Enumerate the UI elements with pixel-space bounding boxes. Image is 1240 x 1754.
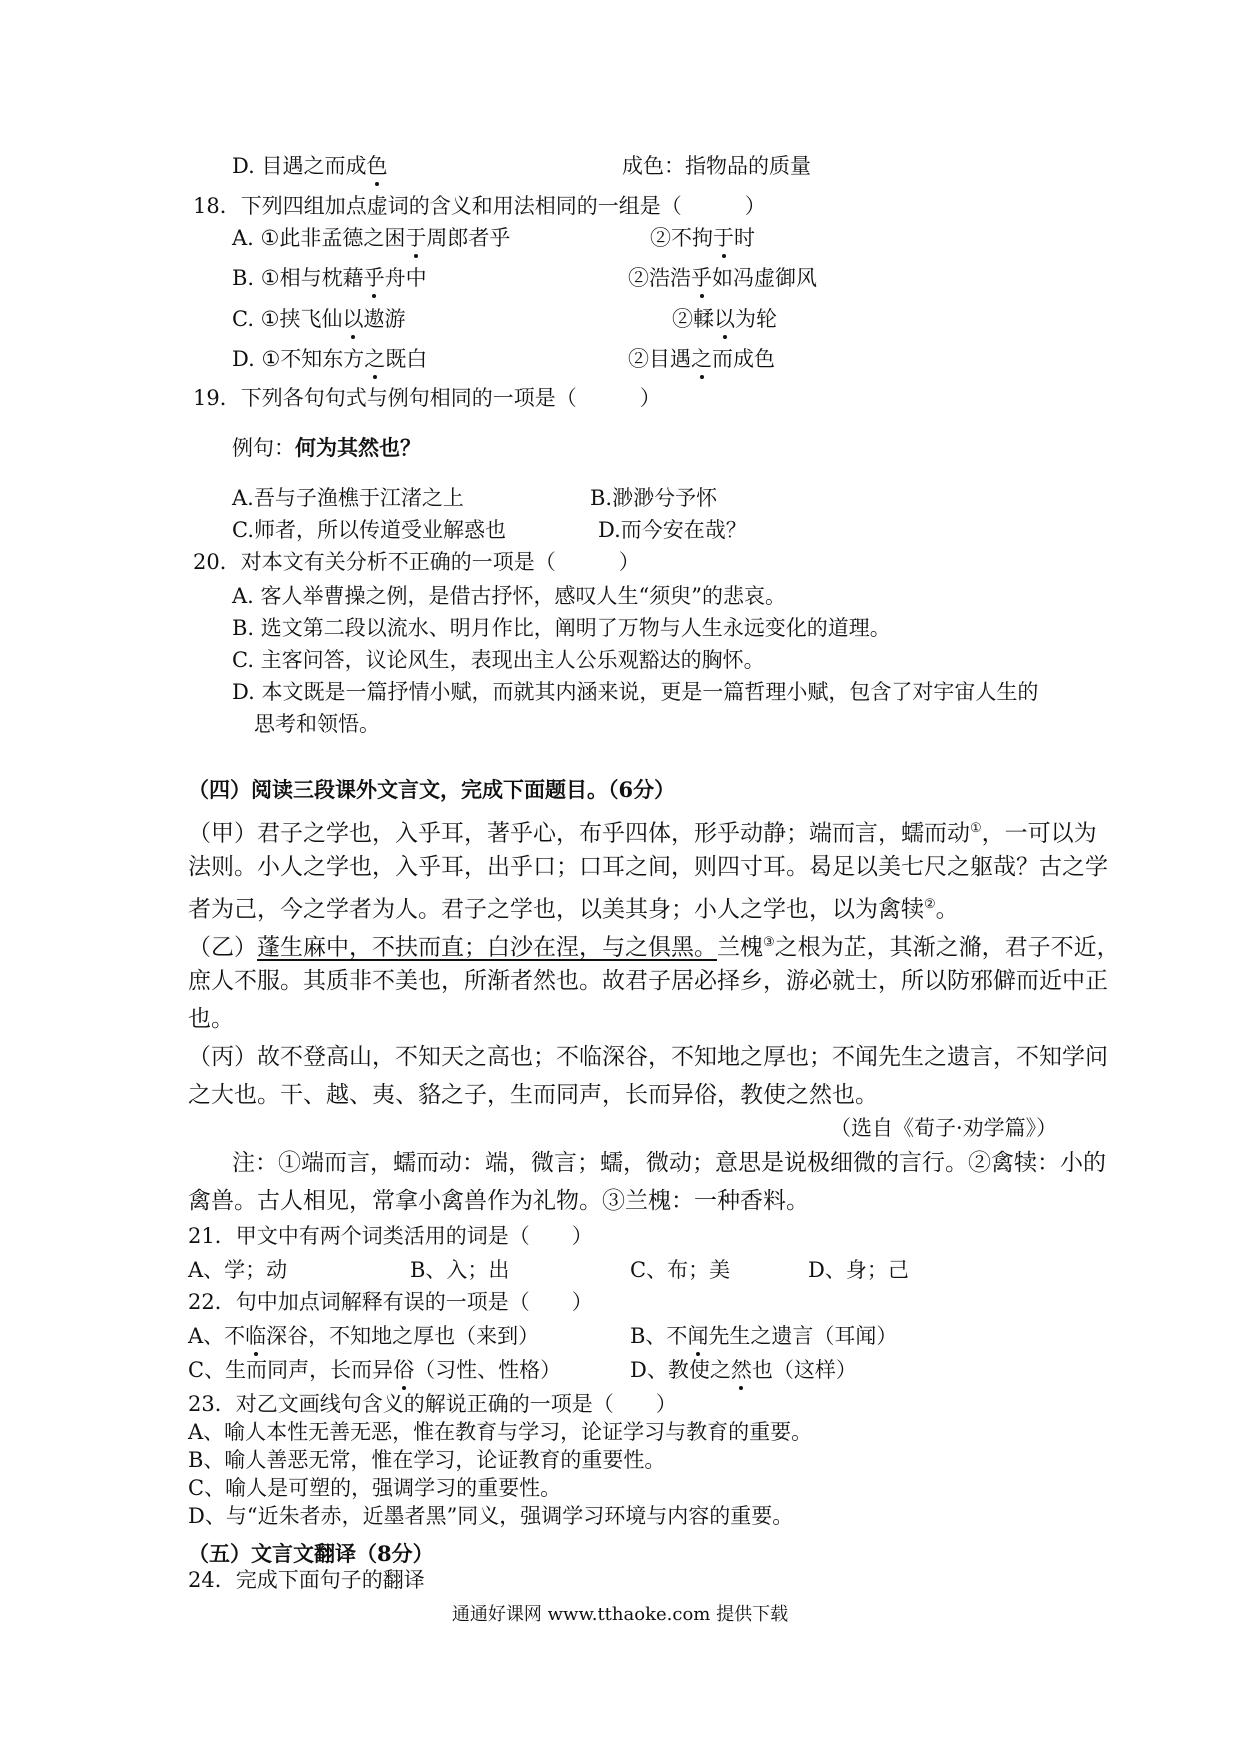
q20-stem: 20．对本文有关分析不正确的一项是（ ） — [193, 550, 640, 574]
q18-option-b-s2: ②浩浩乎如冯虚御风 — [628, 266, 817, 290]
q20-option-a: A. 客人举曹操之例，是借古抒怀，感叹人生“须臾”的悲哀。 — [232, 584, 786, 608]
q22-option-a: A、不临深谷，不知地之厚也（来到） — [188, 1324, 540, 1348]
q18-option-d-s2: ②目遇之而成色 — [628, 347, 775, 371]
q19-option-d: D.而今安在哉？ — [598, 518, 747, 542]
q22-stem: 22．句中加点词解释有误的一项是（ ） — [188, 1290, 593, 1314]
q17-option-d-gloss: 成色：指物品的质量 — [622, 154, 811, 178]
q22-option-c: C、生而同声，长而异俗（习性、性格） — [188, 1358, 562, 1382]
q22-option-d: D、教使之然也（这样） — [630, 1358, 857, 1382]
passage-bing-line2: 之大也。干、越、夷、貉之子，生而同声，长而异俗，教使之然也。 — [188, 1082, 878, 1108]
section-5-heading: （五）文言文翻译（8分） — [188, 1541, 434, 1566]
q18-option-a-s1: A. ①此非孟德之困于周郎者乎 — [232, 226, 511, 250]
q23-option-b: B、喻人善恶无常，惟在学习，论证教育的重要性。 — [188, 1448, 666, 1472]
q18-option-a-s2: ②不拘于时 — [650, 226, 755, 250]
q23-option-a: A、喻人本性无善无恶，惟在教育与学习，论证学习与教育的重要。 — [188, 1420, 813, 1444]
passage-jia-line1: （甲）君子之学也，入乎耳，著乎心，布乎四体，形乎动静；端而言，蠕而动①，一可以为 — [188, 820, 1097, 847]
passage-source: （选自《荀子·劝学篇》） — [830, 1116, 1058, 1140]
q24-stem: 24．完成下面句子的翻译 — [188, 1568, 425, 1592]
q23-stem: 23．对乙文画线句含义的解说正确的一项是（ ） — [188, 1392, 677, 1416]
passage-yi-line2: 庶人不服。其质非不美也，所渐者然也。故君子居必择乡，游必就士，所以防邪僻而近中正 — [188, 968, 1108, 994]
q20-option-c: C. 主客问答，议论风生，表现出主人公乐观豁达的胸怀。 — [232, 648, 765, 672]
q18-option-d-s1: D. ①不知东方之既白 — [232, 347, 428, 371]
page-footer: 通通好课网 www.tthaoke.com 提供下载 — [451, 1604, 789, 1625]
q20-option-d-cont: 思考和领悟。 — [254, 712, 380, 736]
q21-stem: 21．甲文中有两个词类活用的词是（ ） — [188, 1224, 593, 1248]
q21-option-a: A、学；动 — [188, 1258, 288, 1282]
underlined-sentence: 蓬生麻中，不扶而直；白沙在涅，与之俱黑。 — [257, 934, 717, 961]
q18-stem: 18．下列四组加点虚词的含义和用法相同的一组是（ ） — [193, 194, 766, 218]
q23-option-d: D、与“近朱者赤，近墨者黑”同义，强调学习环境与内容的重要。 — [188, 1504, 794, 1528]
q18-option-c-s2: ②輮以为轮 — [672, 307, 777, 331]
section-4-heading: （四）阅读三段课外文言文，完成下面题目。（6分） — [188, 777, 676, 802]
q19-option-c: C.师者，所以传道受业解惑也 — [232, 518, 506, 542]
notes-line2: 禽兽。古人相见，常拿小禽兽作为礼物。③兰槐：一种香料。 — [188, 1188, 809, 1214]
q19-option-a: A.吾与子渔樵于江渚之上 — [232, 486, 464, 510]
q21-option-c: C、布；美 — [630, 1258, 731, 1282]
q19-example: 例句：何为其然也？ — [232, 435, 421, 460]
notes-line1: 注：①端而言，蠕而动：端，微言；蠕，微动；意思是说极细微的言行。②禽犊：小的 — [232, 1150, 1106, 1176]
passage-yi-line1: （乙）蓬生麻中，不扶而直；白沙在涅，与之俱黑。兰槐③之根为芷，其渐之滫，君子不近， — [188, 934, 1120, 961]
passage-jia-line3: 者为己，今之学者为人。君子之学也，以美其身；小人之学也，以为禽犊②。 — [188, 896, 959, 923]
q18-option-c-s1: C. ①挟飞仙以遨游 — [232, 307, 406, 331]
passage-bing-line1: （丙）故不登高山，不知天之高也；不临深谷，不知地之厚也；不闻先生之遗言，不知学问 — [188, 1044, 1108, 1070]
passage-jia-line2: 法则。小人之学也，入乎耳，出乎口；口耳之间，则四寸耳。曷足以美七尺之躯哉？古之学 — [188, 854, 1108, 880]
q17-option-d: D. 目遇之而成色 — [232, 154, 388, 178]
q19-stem: 19．下列各句句式与例句相同的一项是（ ） — [193, 386, 661, 410]
passage-yi-line3: 也。 — [188, 1006, 234, 1032]
q21-option-b: B、入；出 — [410, 1258, 510, 1282]
q20-option-d: D. 本文既是一篇抒情小赋，而就其内涵来说，更是一篇哲理小赋，包含了对宇宙人生的 — [232, 680, 1039, 704]
q23-option-c: C、喻人是可塑的，强调学习的重要性。 — [188, 1476, 562, 1500]
q21-option-d: D、身；己 — [808, 1258, 909, 1282]
q22-option-b: B、不闻先生之遗言（耳闻） — [630, 1324, 898, 1348]
q20-option-b: B. 选文第二段以流水、明月作比，阐明了万物与人生永远变化的道理。 — [232, 616, 891, 640]
q18-option-b-s1: B. ①相与枕藉乎舟中 — [232, 266, 427, 290]
q19-option-b: B.渺渺兮予怀 — [590, 486, 718, 510]
